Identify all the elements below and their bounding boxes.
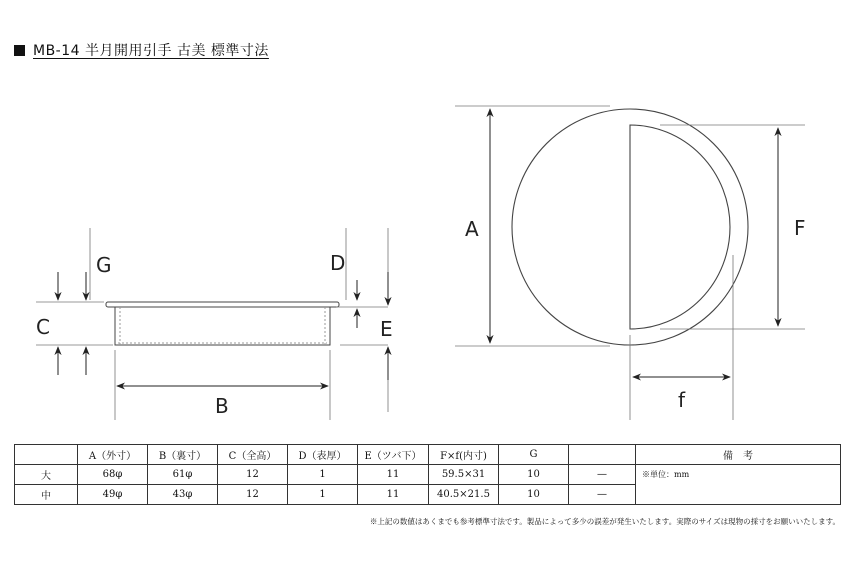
table-cell: 68φ xyxy=(78,465,148,485)
header-cell: G xyxy=(499,445,569,465)
label-f: f xyxy=(678,388,686,412)
header-cell: F×f(内寸) xyxy=(429,445,499,465)
table-cell: 40.5×21.5 xyxy=(429,485,499,505)
table-cell: — xyxy=(569,465,636,485)
header-cell xyxy=(569,445,636,465)
front-arrows xyxy=(490,109,778,377)
table-cell: 1 xyxy=(288,465,358,485)
table-cell: 43φ xyxy=(148,485,218,505)
label-F: F xyxy=(794,216,806,240)
table-cell: 59.5×31 xyxy=(429,465,499,485)
label-E: E xyxy=(380,317,393,341)
label-D: D xyxy=(330,251,346,275)
side-view xyxy=(106,302,339,345)
table-cell: — xyxy=(569,485,636,505)
body xyxy=(115,307,330,345)
header-cell: E（ツバ下） xyxy=(358,445,429,465)
flange xyxy=(106,302,339,307)
label-C: C xyxy=(36,315,50,339)
remarks-cell: ※単位：mm xyxy=(636,465,841,505)
footnote: ※上記の数値はあくまでも参考標準寸法です。製品によって多少の誤差が発生いたします。実際のサイズは現物の採寸をお願いいたします。 xyxy=(369,517,840,526)
table-header-row xyxy=(15,445,841,465)
row-size-label: 大 xyxy=(15,465,78,485)
table-cell: 12 xyxy=(218,465,288,485)
header-cell xyxy=(15,445,78,465)
table-cell: 10 xyxy=(499,485,569,505)
row-size-label: 中 xyxy=(15,485,78,505)
table-cell: 11 xyxy=(358,465,429,485)
table-cell: 11 xyxy=(358,485,429,505)
table-cell: 12 xyxy=(218,485,288,505)
label-A: A xyxy=(465,217,479,241)
label-B: B xyxy=(215,394,229,418)
table-cell: 49φ xyxy=(78,485,148,505)
header-cell: B（裏寸） xyxy=(148,445,218,465)
title-text: MB-14 半月開用引手 古美 標準寸法 xyxy=(33,43,269,59)
table-cell: 1 xyxy=(288,485,358,505)
header-cell: 備 考 xyxy=(636,445,841,465)
table-cell: 10 xyxy=(499,465,569,485)
half-moon-recess xyxy=(630,125,730,329)
front-view xyxy=(512,109,748,345)
header-cell: D（表厚） xyxy=(288,445,358,465)
side-arrows xyxy=(58,272,388,386)
label-G: G xyxy=(96,253,112,277)
header-cell: A（外寸） xyxy=(78,445,148,465)
spec-table xyxy=(14,444,841,505)
table-cell: 61φ xyxy=(148,465,218,485)
header-cell: C（全高） xyxy=(218,445,288,465)
table-row xyxy=(15,465,841,485)
